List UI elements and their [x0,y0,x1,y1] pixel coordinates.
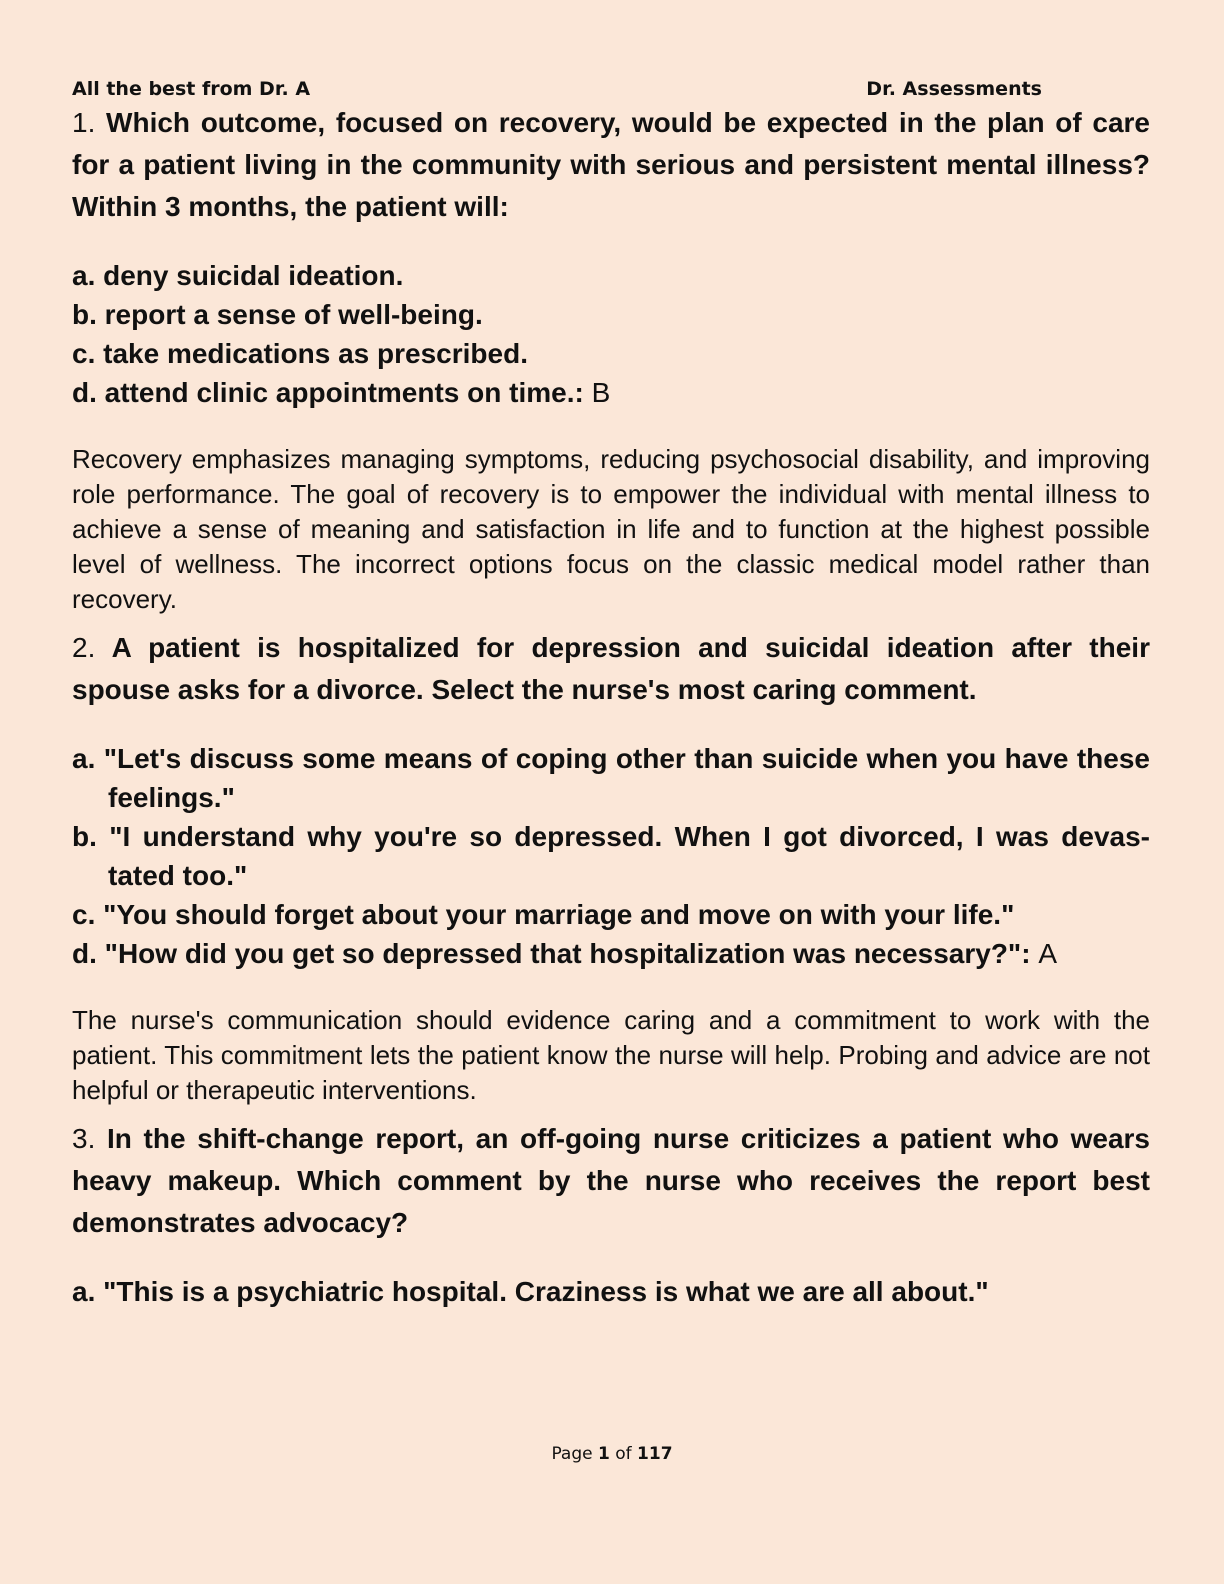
footer-of: of [615,1444,632,1464]
page-header [72,76,1150,102]
page-footer [0,1444,1224,1464]
footer-total-pages: 117 [637,1444,673,1464]
question-3-number: 3. [72,1123,96,1154]
question-3-text: In the shift-change report, an off-going nurse criticizes a patient who wears heavy makeup. Which comment by the nurse who receives the report best demonstrates advocacy? [72,1123,1150,1238]
question-1-option-a: a. deny suicidal ideation. [72,260,404,291]
question-1-number: 1. [72,107,96,138]
question-2-option-c: c. "You should forget about your marriage and move on with your life." [72,899,1015,930]
footer-prefix: Page [551,1444,593,1464]
question-1-option-d-text: d. attend clinic appointments on time.: [72,377,584,408]
question-1-option-b: b. report a sense of well-being. [72,299,483,330]
question-2-option-d-text: d. "How did you get so depressed that hospitalization was necessary?": [72,938,1031,969]
header-left: All the best from Dr. A [72,78,311,100]
question-1-option-c: c. take medications as prescribed. [72,338,528,369]
question-2-rationale: The nurse's communication should evidence caring and a commitment to work with the patient. This commitment lets the patient know the nurse will help. Probing and advice are not helpful or therapeutic interventions. [72,1005,1150,1105]
footer-page-number: 1 [598,1444,610,1464]
question-1-stem [72,102,1150,228]
question-1-options [72,256,1150,412]
question-2-answer: A [1038,938,1057,969]
question-2-stem [72,627,1150,711]
question-1-text: Which outcome, focused on recovery, would be expected in the plan of care for a patient living in the community with serious and persistent mental illness? Within 3 months, the patient will: [72,107,1151,222]
question-2-options [72,739,1150,973]
question-2-option-b: b. "I understand why you're so depressed. When I got divorced, I was devas-tated too." [72,821,1150,891]
question-2-text: A patient is hospitalized for depression and suicidal ideation after their spouse asks for a divorce. Select the nurse's most caring comment. [72,632,1150,705]
question-1-answer: B [591,377,611,408]
question-2-number: 2. [72,632,96,663]
question-2-option-a: a. "Let's discuss some means of coping other than suicide when you have these feelings." [72,743,1150,813]
question-3-option-a: a. "This is a psychiatric hospital. Craziness is what we are all about." [72,1276,989,1307]
question-3-stem [72,1118,1150,1244]
question-2-option-d [72,934,1150,973]
question-1-option-d [72,373,1150,412]
document-page [72,76,1150,1311]
header-right: Dr. Assessments [866,78,1042,100]
question-3-options [72,1272,1150,1311]
question-1-rationale: Recovery emphasizes managing symptoms, reducing psychosocial disability, and improving role performance. The goal of recovery is to empower the individual with mental illness to achieve a sense of meaning and satisfaction in life and to function at the highest possible level of wellness. The incorrect options focus on the classic medical model rather than recovery. [72,444,1150,614]
